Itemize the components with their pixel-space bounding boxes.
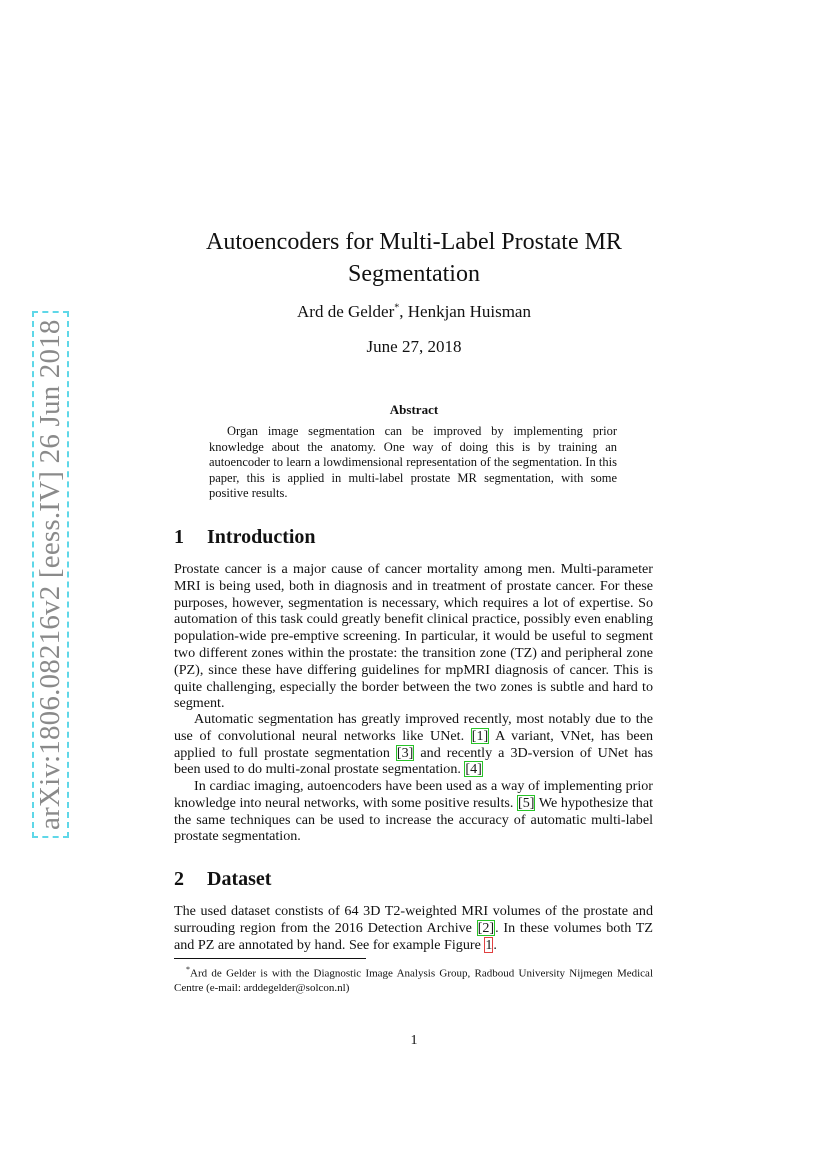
text-run: A variant, VNet, has been applied to full prostate segmentation <box>174 727 653 761</box>
dataset-paragraph-1 <box>174 903 653 953</box>
section-heading-introduction <box>174 526 316 549</box>
intro-paragraph-1: Prostate cancer is a major cause of cancer mortality among men. Multi-parameter MRI is being used, both in diagnosis and in treatment of prostate cancer. For these purposes, however, segmentation is necessary, which requires a lot of expertise. So automation of this task could greatly benefit clinical practice, possibly even enabling population-wide pre-emptive screening. In particular, it would be useful to segment two different zones within the prostate: the transition zone (TZ) and peripheral zone (PZ), since these have differing guidelines for mpMRI diagnosis of cancer. This is quite challenging, especially the border between the two zones is subtle and hard to segment. <box>174 561 653 712</box>
section-heading-dataset <box>174 868 271 891</box>
text-run: We hypothesize that the same techniques can be used to increase the accuracy of automatic multi-label prostate segmentation. <box>174 794 653 845</box>
paper-date: June 27, 2018 <box>366 337 462 356</box>
author-footnote <box>174 963 653 995</box>
section-title: Introduction <box>207 526 316 548</box>
paper-title-line-1: Autoencoders for Multi-Label Prostate MR <box>206 229 622 255</box>
citation-link[interactable]: [2] <box>477 919 495 936</box>
intro-paragraph-2 <box>174 711 653 778</box>
author-name-first: Ard de Gelder <box>297 302 395 321</box>
citation-link[interactable]: [3] <box>396 744 414 761</box>
citation-link[interactable]: [1] <box>471 727 489 744</box>
paper-title-line-2: Segmentation <box>348 261 480 287</box>
intro-paragraph-3 <box>174 778 653 845</box>
text-run: Automatic segmentation has greatly improved recently, most notably due to the use of convolutional neural networks like UNet. <box>174 711 653 744</box>
section-number: 1 <box>174 526 184 548</box>
footnote-text: Ard de Gelder is with the Diagnostic Image Analysis Group, Radboud University Nijmegen Medical Centre (e-mail: arddegelder@solcon.nl) <box>174 967 653 994</box>
text-run: . <box>493 936 497 953</box>
footnote-mark: * <box>186 965 190 974</box>
author-footnote-mark[interactable]: * <box>394 302 400 314</box>
page-number: 1 <box>410 1033 418 1048</box>
section-title: Dataset <box>207 868 272 890</box>
figure-reference-link[interactable]: 1 <box>485 936 493 953</box>
paper-title <box>0 226 828 290</box>
arxiv-identifier-stamp[interactable]: arXiv:1806.08216v2 [eess.IV] 26 Jun 2018 <box>32 311 69 838</box>
footnote-divider <box>174 958 366 959</box>
section-number: 2 <box>174 868 184 890</box>
text-run: In cardiac imaging, autoencoders have been used as a way of implementing prior knowledge into neural networks, with some positive results. <box>174 778 653 811</box>
citation-link[interactable]: [4] <box>465 761 482 778</box>
author-list <box>0 302 828 322</box>
author-names-rest: , Henkjan Huisman <box>399 302 531 321</box>
abstract-heading: Abstract <box>389 402 439 417</box>
text-run: . In these volumes both TZ and PZ are annotated by hand. See for example Figure <box>174 919 653 953</box>
text-run: The used dataset constists of 64 3D T2-weighted MRI volumes of the prostate and surrouding region from the 2016 Detection Archive <box>174 903 653 936</box>
text-run: and recently a 3D-version of UNet has been used to do multi-zonal prostate segmentation. <box>174 744 653 778</box>
abstract-text: Organ image segmentation can be improved by implementing prior knowledge about the anatomy. One way of doing this is by training an autoencoder to learn a lowdimensional representation of the segmentation. In this paper, this is applied in multi-label prostate MR segmentation, with some positive results. <box>209 424 617 500</box>
citation-link[interactable]: [5] <box>518 794 535 811</box>
